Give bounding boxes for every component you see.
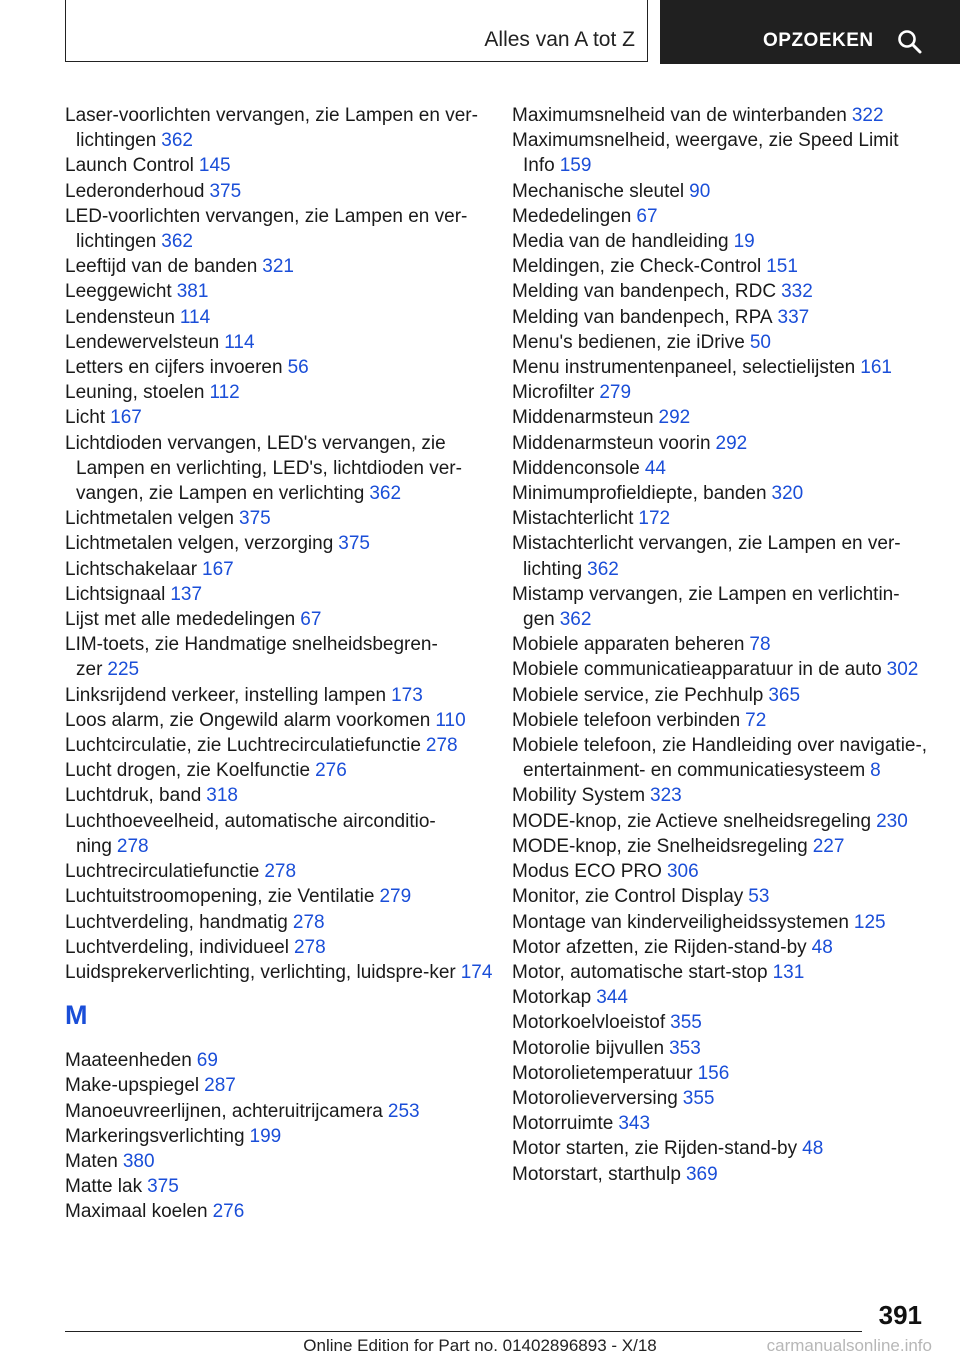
tab-opzoeken[interactable] <box>660 0 960 64</box>
index-entry-text: Lichtdioden vervangen, LED's vervangen, zie Lampen en verlichting, LED's, lichtdioden ver-vangen, zie Lampen en verlichting <box>65 432 462 505</box>
index-entry-page-link[interactable]: 292 <box>658 407 691 429</box>
index-entry-text: Maximumsnelheid, weergave, zie Speed Limit Info <box>512 130 899 177</box>
index-entry-page-link[interactable]: 174 <box>460 961 493 983</box>
index-entry-page-link[interactable]: 44 <box>644 457 666 479</box>
index-entry-page-link[interactable]: 343 <box>618 1113 651 1135</box>
index-entry-page-link[interactable]: 365 <box>768 684 801 706</box>
index-entry <box>512 1162 942 1187</box>
index-entry <box>512 531 942 581</box>
index-entry <box>512 405 942 430</box>
tab-alles-van-a-tot-z[interactable] <box>65 0 648 62</box>
index-entry <box>512 103 942 128</box>
index-entry-page-link[interactable]: 69 <box>196 1050 218 1072</box>
index-entry <box>512 456 942 481</box>
index-entry-text: Mobiele service, zie Pechhulp <box>512 684 764 706</box>
index-entry-text: Mobiele telefoon verbinden <box>512 709 741 731</box>
index-entry <box>65 1199 495 1224</box>
index-entry-page-link[interactable]: 344 <box>596 987 628 1009</box>
index-entry <box>512 179 942 204</box>
index-entry <box>65 254 495 279</box>
index-entry-text: Motorkap <box>512 987 592 1009</box>
index-entry-text: Modus ECO PRO <box>512 861 662 883</box>
index-entry <box>65 910 495 935</box>
index-entry-page-link[interactable]: 172 <box>638 508 671 530</box>
index-entry-page-link[interactable]: 302 <box>886 659 919 681</box>
index-entry <box>512 204 942 229</box>
index-entry-text: Mededelingen <box>512 205 632 227</box>
index-entry <box>65 632 495 682</box>
index-entry-text: Motorstart, starthulp <box>512 1163 681 1185</box>
index-entry <box>65 204 495 254</box>
index-entry <box>65 330 495 355</box>
index-entry-page-link[interactable]: 362 <box>161 231 193 253</box>
index-entry-page-link[interactable]: 375 <box>239 508 271 530</box>
index-entry-text: Lucht drogen, zie Koelfunctie <box>65 760 311 782</box>
index-entry-text: Letters en cijfers invoeren <box>65 357 283 379</box>
index-entry <box>512 128 942 178</box>
index-entry <box>512 834 942 859</box>
index-entry <box>512 910 942 935</box>
index-entry <box>65 708 495 733</box>
index-entry-text: Linksrijdend verkeer, instelling lampen <box>65 684 387 706</box>
index-entry <box>512 859 942 884</box>
index-entry <box>65 380 495 405</box>
index-entry-text: MODE-knop, zie Actieve snelheidsregeling <box>512 810 872 832</box>
index-entry <box>512 632 942 657</box>
index-entry-text: Luchtverdeling, handmatig <box>65 911 288 933</box>
index-entry-page-link[interactable]: 110 <box>435 709 466 731</box>
index-entry-text: Make-upspiegel <box>65 1075 200 1097</box>
index-entry <box>512 1061 942 1086</box>
index-entry-page-link[interactable]: 137 <box>170 583 203 605</box>
index-list-l <box>65 103 495 985</box>
index-entry-text: Mistachterlicht <box>512 508 634 530</box>
index-entry-page-link[interactable]: 78 <box>749 634 771 656</box>
index-entry-page-link[interactable]: 322 <box>851 105 884 126</box>
index-entry-text: Menu's bedienen, zie iDrive <box>512 331 745 353</box>
index-entry-page-link[interactable]: 53 <box>748 886 770 908</box>
index-entry-text: Luchtdruk, band <box>65 785 202 807</box>
index-entry-page-link[interactable]: 337 <box>777 306 810 328</box>
index-entry-page-link[interactable]: 72 <box>745 709 767 731</box>
index-entry <box>65 607 495 632</box>
index-entry-text: Mechanische sleutel <box>512 180 685 202</box>
index-entry-page-link[interactable]: 278 <box>292 911 325 933</box>
index-entry-page-link[interactable]: 48 <box>811 936 833 958</box>
index-entry-page-link[interactable]: 131 <box>772 961 805 983</box>
index-entry <box>65 758 495 783</box>
index-entry-text: Motorruimte <box>512 1113 614 1135</box>
tab-search-label: OPZOEKEN <box>763 30 874 51</box>
index-entry-text: Maten <box>65 1150 118 1172</box>
index-entry-page-link[interactable]: 167 <box>110 407 142 429</box>
index-entry-page-link[interactable]: 114 <box>224 331 255 353</box>
index-entry <box>512 708 942 733</box>
index-entry-text: Lederonderhoud <box>65 180 205 202</box>
index-entry <box>65 531 495 556</box>
index-entry-text: Luchtverdeling, individueel <box>65 936 289 958</box>
index-entry <box>512 884 942 909</box>
index-entry <box>512 506 942 531</box>
index-entry-page-link[interactable]: 230 <box>876 810 908 832</box>
index-entry-page-link[interactable]: 173 <box>391 684 423 706</box>
index-entry-page-link[interactable]: 278 <box>293 936 326 958</box>
index-entry <box>65 859 495 884</box>
index-entry-text: Mobiele communicatieapparatuur in de auto <box>512 659 882 681</box>
index-entry-page-link[interactable]: 375 <box>209 180 242 202</box>
index-list-m <box>65 1048 495 1224</box>
index-entry <box>65 431 495 507</box>
tab-az-label: Alles van A tot Z <box>484 28 635 51</box>
index-entry-text: Motor afzetten, zie Rijden-stand-by <box>512 936 807 958</box>
index-entry-page-link[interactable]: 362 <box>161 130 193 152</box>
index-entry-page-link[interactable]: 161 <box>860 357 892 379</box>
index-entry <box>65 884 495 909</box>
index-entry <box>512 481 942 506</box>
index-entry-text: Maximumsnelheid van de winterbanden <box>512 105 847 126</box>
index-entry-text: Lendensteun <box>65 306 175 328</box>
index-entry-page-link[interactable]: 355 <box>670 1012 702 1034</box>
index-entry <box>512 305 942 330</box>
index-entry-page-link[interactable]: 56 <box>287 357 309 379</box>
index-entry <box>65 1048 495 1073</box>
index-entry-page-link[interactable]: 50 <box>749 331 771 353</box>
index-entry-text: Mobiele telefoon, zie Handleiding over navigatie-, entertainment- en communicatiesysteem <box>512 735 928 782</box>
search-icon <box>897 29 923 55</box>
index-entry <box>512 1086 942 1111</box>
index-entry-page-link[interactable]: 362 <box>587 558 619 580</box>
index-entry <box>512 935 942 960</box>
index-entry-text: Mobility System <box>512 785 646 807</box>
index-entry <box>512 279 942 304</box>
index-entry <box>512 1136 942 1161</box>
index-entry <box>65 279 495 304</box>
index-entry-text: Manoeuvreerlijnen, achteruitrijcamera <box>65 1100 383 1122</box>
index-entry <box>512 431 942 456</box>
index-entry-page-link[interactable]: 306 <box>666 861 699 883</box>
index-entry-page-link[interactable]: 125 <box>853 911 886 933</box>
index-entry <box>65 935 495 960</box>
index-entry <box>512 783 942 808</box>
index-entry <box>65 355 495 380</box>
index-entry-page-link[interactable]: 199 <box>249 1125 282 1147</box>
index-entry-page-link[interactable]: 355 <box>682 1087 715 1109</box>
index-entry-page-link[interactable]: 375 <box>338 533 370 555</box>
index-entry-page-link[interactable]: 276 <box>315 760 347 782</box>
index-entry <box>65 582 495 607</box>
index-entry-text: Loos alarm, zie Ongewild alarm voorkomen <box>65 709 431 731</box>
index-entry <box>512 733 942 783</box>
index-entry-page-link[interactable]: 151 <box>766 256 798 278</box>
index-entry-text: Luchtcirculatie, zie Luchtrecirculatiefunctie <box>65 735 421 757</box>
index-entry-text: Laser-voorlichten vervangen, zie Lampen en ver-lichtingen <box>65 105 478 152</box>
watermark: carmanualsonline.info <box>766 1336 932 1355</box>
index-entry <box>512 1010 942 1035</box>
index-entry <box>65 153 495 178</box>
index-entry-text: Motorkoelvloeistof <box>512 1012 666 1034</box>
index-entry-text: Meldingen, zie Check-Control <box>512 256 762 278</box>
index-entry <box>65 1149 495 1174</box>
index-entry-text: Mobiele apparaten beheren <box>512 634 745 656</box>
index-entry-text: Monitor, zie Control Display <box>512 886 744 908</box>
index-entry-page-link[interactable]: 67 <box>300 609 322 631</box>
index-entry-text: MODE-knop, zie Snelheidsregeling <box>512 835 808 857</box>
index-entry-text: Minimumprofieldiepte, banden <box>512 483 767 505</box>
index-entry <box>512 229 942 254</box>
index-entry <box>512 355 942 380</box>
index-entry-page-link[interactable]: 320 <box>771 483 804 505</box>
section-heading-m: M <box>65 1000 88 1031</box>
index-entry-page-link[interactable]: 90 <box>689 180 711 202</box>
index-entry-text: Middenarmsteun <box>512 407 654 429</box>
index-entry-text: LED-voorlichten vervangen, zie Lampen en ver-lichtingen <box>65 205 468 253</box>
index-entry-text: Media van de handleiding <box>512 231 729 253</box>
index-entry-text: LIM-toets, zie Handmatige snelheidsbegren-zer <box>65 634 438 681</box>
index-list-m-continued <box>512 103 942 1187</box>
index-entry-text: Lendewervelsteun <box>65 331 220 353</box>
index-entry <box>65 179 495 204</box>
index-entry <box>65 1099 495 1124</box>
footer-edition: Online Edition for Part no. 01402896893 - X/18 <box>303 1336 657 1355</box>
index-entry <box>65 405 495 430</box>
index-entry-page-link[interactable]: 112 <box>209 382 240 404</box>
index-entry <box>512 1036 942 1061</box>
index-entry <box>512 985 942 1010</box>
index-entry-text: Motorolietemperatuur <box>512 1062 693 1084</box>
index-entry-text: Lichtmetalen velgen, verzorging <box>65 533 334 555</box>
index-entry-text: Lichtschakelaar <box>65 558 198 580</box>
index-entry <box>512 657 942 682</box>
index-entry-text: Lijst met alle mededelingen <box>65 609 296 631</box>
index-entry <box>65 305 495 330</box>
index-entry-text: Middenarmsteun voorin <box>512 432 711 454</box>
index-entry-page-link[interactable]: 380 <box>122 1150 155 1172</box>
index-entry-page-link[interactable]: 145 <box>198 155 231 177</box>
index-entry <box>512 960 942 985</box>
index-entry <box>65 1073 495 1098</box>
index-entry-page-link[interactable]: 19 <box>733 231 755 253</box>
index-entry-page-link[interactable]: 276 <box>212 1201 245 1223</box>
index-entry-page-link[interactable]: 279 <box>599 382 632 404</box>
index-entry-page-link[interactable]: 279 <box>379 886 412 908</box>
header <box>0 0 960 64</box>
index-entry <box>512 1111 942 1136</box>
index-entry-text: Menu instrumentenpaneel, selectielijsten <box>512 357 856 379</box>
index-entry-page-link[interactable]: 156 <box>697 1062 730 1084</box>
index-column-left <box>65 103 495 1225</box>
index-entry <box>512 254 942 279</box>
index-entry-text: Leeftijd van de banden <box>65 256 258 278</box>
index-entry <box>65 733 495 758</box>
footer-divider <box>65 1331 862 1332</box>
index-entry <box>512 330 942 355</box>
index-entry-page-link[interactable]: 287 <box>204 1075 236 1097</box>
index-entry-text: Motorolie bijvullen <box>512 1037 665 1059</box>
index-entry-text: Leuning, stoelen <box>65 382 205 404</box>
index-entry-page-link[interactable]: 323 <box>650 785 682 807</box>
index-entry-page-link[interactable]: 167 <box>202 558 234 580</box>
index-entry-page-link[interactable]: 381 <box>176 281 209 303</box>
index-entry-page-link[interactable]: 332 <box>781 281 813 303</box>
index-entry-page-link[interactable]: 253 <box>387 1100 420 1122</box>
index-entry-text: Montage van kinderveiligheidssystemen <box>512 911 849 933</box>
index-entry <box>65 960 495 985</box>
index-entry-text: Mistamp vervangen, zie Lampen en verlichtin-gen <box>512 583 900 631</box>
index-entry-text: Motor, automatische start-stop <box>512 961 768 983</box>
index-entry-page-link[interactable]: 321 <box>262 256 294 278</box>
index-entry-text: Microfilter <box>512 382 595 404</box>
index-entry-page-link[interactable]: 227 <box>812 835 845 857</box>
index-entry-text: Maximaal koelen <box>65 1201 208 1223</box>
index-entry-text: Mistachterlicht vervangen, zie Lampen en ver-lichting <box>512 533 901 580</box>
index-entry <box>65 783 495 808</box>
page-number: 391 <box>878 1300 922 1330</box>
index-entry-page-link[interactable]: 318 <box>206 785 238 807</box>
index-entry-page-link[interactable]: 8 <box>870 760 881 782</box>
index-entry-text: Maateenheden <box>65 1050 192 1072</box>
index-entry-text: Luchtuitstroomopening, zie Ventilatie <box>65 886 375 908</box>
index-entry-page-link[interactable]: 278 <box>116 835 149 857</box>
index-entry-page-link[interactable]: 225 <box>107 659 140 681</box>
index-entry-page-link[interactable]: 159 <box>559 155 592 177</box>
index-entry-text: Middenconsole <box>512 457 640 479</box>
index-entry <box>512 809 942 834</box>
index-entry-text: Launch Control <box>65 155 194 177</box>
index-entry-page-link[interactable]: 292 <box>715 432 748 454</box>
index-entry-text: Motor starten, zie Rijden-stand-by <box>512 1138 798 1160</box>
index-entry-text: Luidsprekerverlichting, verlichting, luidspre-ker <box>65 961 456 983</box>
index-entry-text: Motorolieverversing <box>512 1087 678 1109</box>
index-entry-page-link[interactable]: 369 <box>685 1163 718 1185</box>
index-entry <box>512 683 942 708</box>
index-entry-page-link[interactable]: 67 <box>636 205 658 227</box>
index-entry-text: Lichtmetalen velgen <box>65 508 234 530</box>
index-entry <box>512 582 942 632</box>
index-entry-page-link[interactable]: 278 <box>264 861 297 883</box>
index-entry-page-link[interactable]: 353 <box>669 1037 701 1059</box>
index-entry-text: Licht <box>65 407 106 429</box>
index-entry <box>65 103 495 153</box>
index-entry-text: Luchthoeveelheid, automatische airconditio-ning <box>65 810 436 857</box>
index-column-right <box>512 103 942 1187</box>
index-entry-text: Markeringsverlichting <box>65 1125 245 1147</box>
index-entry-page-link[interactable]: 362 <box>369 483 402 505</box>
index-entry-page-link[interactable]: 362 <box>559 609 592 631</box>
index-entry <box>65 809 495 859</box>
index-entry <box>65 1174 495 1199</box>
index-entry <box>65 1124 495 1149</box>
index-entry-page-link[interactable]: 48 <box>802 1138 824 1160</box>
index-entry-text: Melding van bandenpech, RPA <box>512 306 773 328</box>
index-entry <box>65 506 495 531</box>
index-entry-text: Leeggewicht <box>65 281 172 303</box>
index-entry-text: Matte lak <box>65 1176 143 1198</box>
index-entry <box>512 380 942 405</box>
index-entry <box>65 557 495 582</box>
index-entry <box>65 683 495 708</box>
index-entry-text: Luchtrecirculatiefunctie <box>65 861 260 883</box>
index-entry-text: Lichtsignaal <box>65 583 166 605</box>
index-entry-page-link[interactable]: 278 <box>425 735 458 757</box>
index-entry-page-link[interactable]: 375 <box>147 1176 179 1198</box>
index-entry-text: Melding van bandenpech, RDC <box>512 281 777 303</box>
index-entry-page-link[interactable]: 114 <box>179 306 211 328</box>
